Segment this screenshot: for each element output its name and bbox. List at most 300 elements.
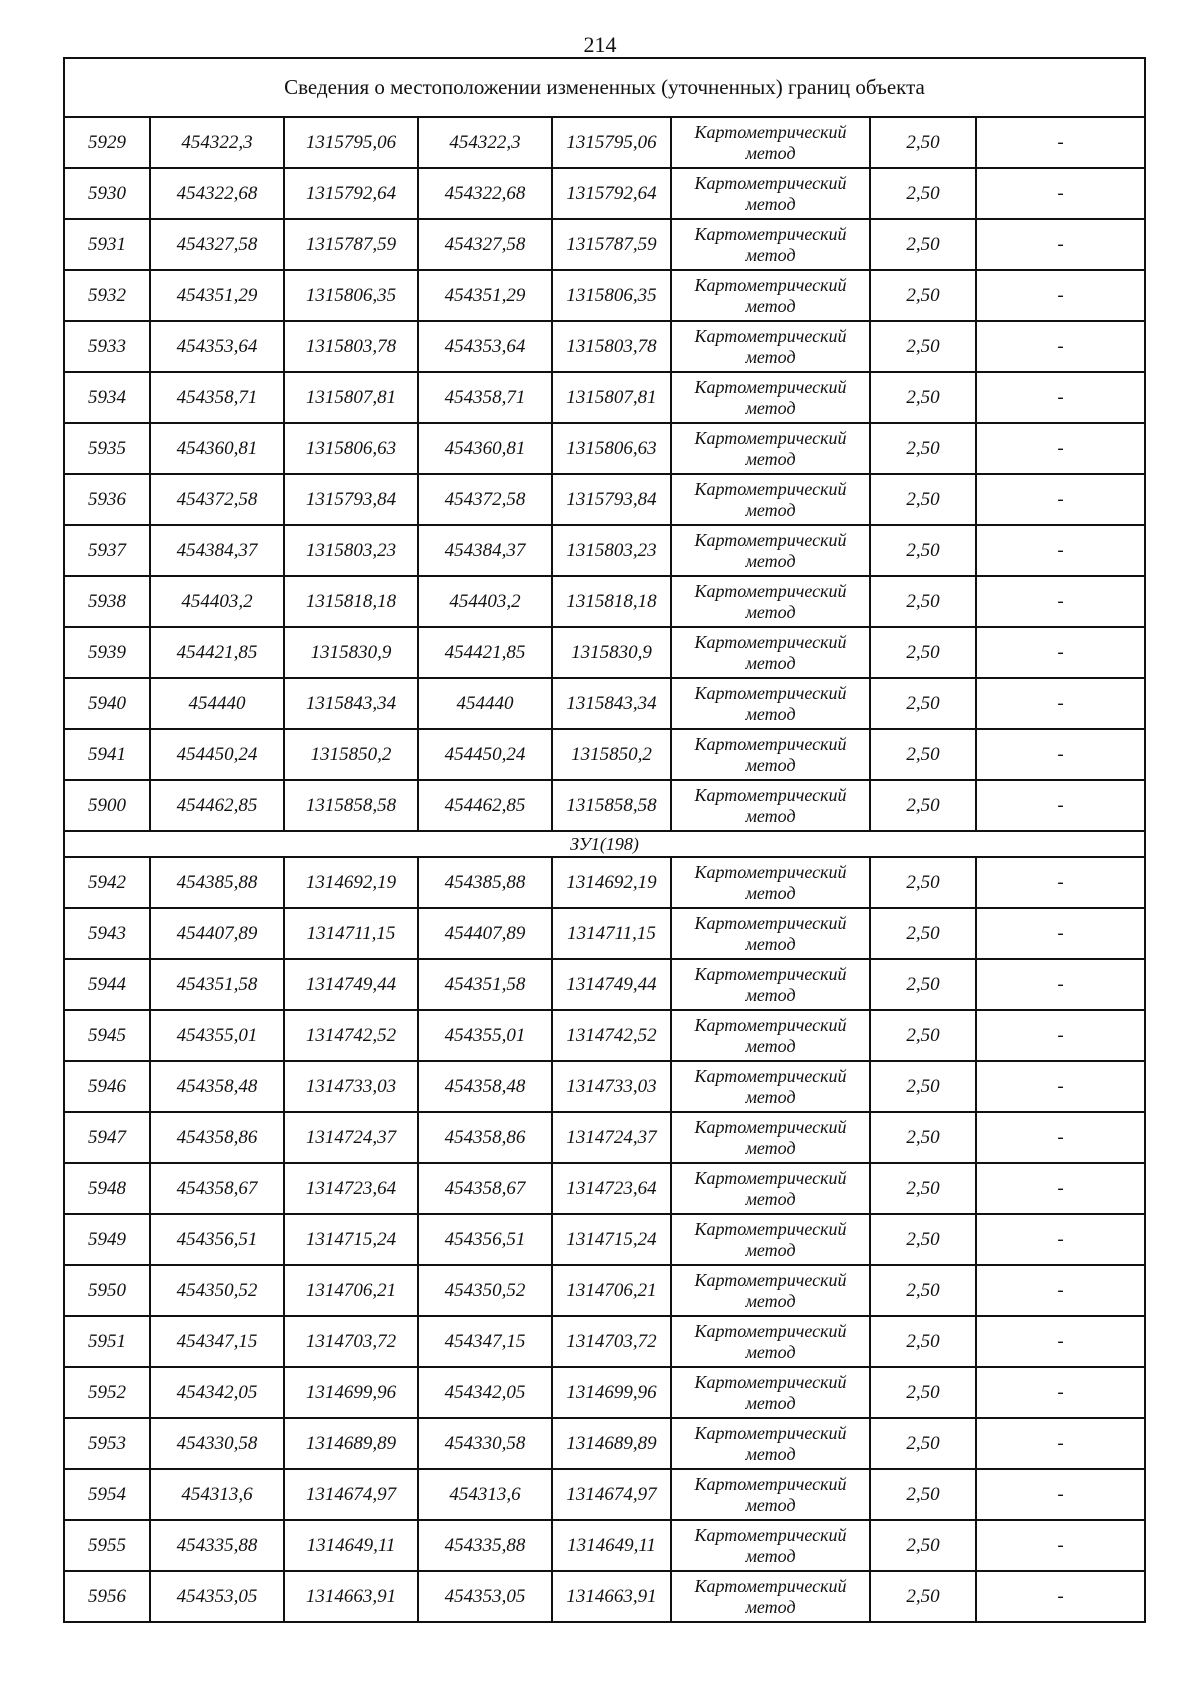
method-line-2: метод xyxy=(745,397,796,418)
method-cell xyxy=(671,1520,870,1571)
method-line-2: метод xyxy=(745,295,796,316)
table-row xyxy=(64,1265,1145,1316)
note-cell: - xyxy=(976,1061,1145,1112)
point-number-cell: 5930 xyxy=(64,168,150,219)
note-cell: - xyxy=(976,270,1145,321)
point-number-cell: 5940 xyxy=(64,678,150,729)
method-cell xyxy=(671,321,870,372)
accuracy-cell: 2,50 xyxy=(870,576,976,627)
y-existing-cell: 1315793,84 xyxy=(284,474,418,525)
note-cell: - xyxy=(976,525,1145,576)
y-refined-cell: 1315795,06 xyxy=(552,117,671,168)
accuracy-cell: 2,50 xyxy=(870,321,976,372)
table-row xyxy=(64,1418,1145,1469)
accuracy-cell: 2,50 xyxy=(870,1469,976,1520)
method-cell xyxy=(671,525,870,576)
y-existing-cell: 1315803,78 xyxy=(284,321,418,372)
method-cell xyxy=(671,117,870,168)
x-existing-cell: 454384,37 xyxy=(150,525,284,576)
table-row xyxy=(64,219,1145,270)
y-refined-cell: 1314706,21 xyxy=(552,1265,671,1316)
method-line-2: метод xyxy=(745,703,796,724)
y-existing-cell: 1315850,2 xyxy=(284,729,418,780)
method-cell xyxy=(671,1061,870,1112)
x-existing-cell: 454322,3 xyxy=(150,117,284,168)
accuracy-cell: 2,50 xyxy=(870,1571,976,1622)
method-cell xyxy=(671,1367,870,1418)
method-cell xyxy=(671,270,870,321)
method-cell xyxy=(671,576,870,627)
note-cell: - xyxy=(976,168,1145,219)
method-cell xyxy=(671,423,870,474)
y-existing-cell: 1315818,18 xyxy=(284,576,418,627)
accuracy-cell: 2,50 xyxy=(870,423,976,474)
note-cell: - xyxy=(976,474,1145,525)
table-row xyxy=(64,1214,1145,1265)
note-cell: - xyxy=(976,576,1145,627)
x-existing-cell: 454313,6 xyxy=(150,1469,284,1520)
y-refined-cell: 1314692,19 xyxy=(552,857,671,908)
point-number-cell: 5947 xyxy=(64,1112,150,1163)
x-refined-cell: 454450,24 xyxy=(418,729,552,780)
table-row xyxy=(64,1112,1145,1163)
method-line-2: метод xyxy=(745,1290,796,1311)
y-existing-cell: 1314706,21 xyxy=(284,1265,418,1316)
note-cell: - xyxy=(976,1469,1145,1520)
y-refined-cell: 1315818,18 xyxy=(552,576,671,627)
method-line-2: метод xyxy=(745,1239,796,1260)
method-cell xyxy=(671,1418,870,1469)
x-refined-cell: 454440 xyxy=(418,678,552,729)
method-line-2: метод xyxy=(745,550,796,571)
table-row xyxy=(64,1571,1145,1622)
note-cell: - xyxy=(976,423,1145,474)
table-row xyxy=(64,959,1145,1010)
x-existing-cell: 454385,88 xyxy=(150,857,284,908)
point-number-cell: 5936 xyxy=(64,474,150,525)
method-cell xyxy=(671,908,870,959)
note-cell: - xyxy=(976,780,1145,831)
method-line-2: метод xyxy=(745,193,796,214)
note-cell: - xyxy=(976,627,1145,678)
y-refined-cell: 1314715,24 xyxy=(552,1214,671,1265)
accuracy-cell: 2,50 xyxy=(870,959,976,1010)
x-existing-cell: 454450,24 xyxy=(150,729,284,780)
table-row xyxy=(64,525,1145,576)
y-refined-cell: 1315807,81 xyxy=(552,372,671,423)
y-existing-cell: 1314724,37 xyxy=(284,1112,418,1163)
method-line-2: метод xyxy=(745,1545,796,1566)
method-line-1: Картометрический xyxy=(694,912,847,933)
note-cell: - xyxy=(976,1316,1145,1367)
method-cell xyxy=(671,1316,870,1367)
method-line-2: метод xyxy=(745,933,796,954)
table-row xyxy=(64,729,1145,780)
note-cell: - xyxy=(976,1571,1145,1622)
y-refined-cell: 1314649,11 xyxy=(552,1520,671,1571)
y-refined-cell: 1314724,37 xyxy=(552,1112,671,1163)
method-line-1: Картометрический xyxy=(694,1575,847,1596)
method-line-1: Картометрический xyxy=(694,682,847,703)
point-number-cell: 5952 xyxy=(64,1367,150,1418)
accuracy-cell: 2,50 xyxy=(870,270,976,321)
x-existing-cell: 454462,85 xyxy=(150,780,284,831)
method-cell xyxy=(671,474,870,525)
accuracy-cell: 2,50 xyxy=(870,474,976,525)
accuracy-cell: 2,50 xyxy=(870,117,976,168)
x-refined-cell: 454327,58 xyxy=(418,219,552,270)
method-line-1: Картометрический xyxy=(694,1524,847,1545)
y-existing-cell: 1314649,11 xyxy=(284,1520,418,1571)
y-existing-cell: 1314663,91 xyxy=(284,1571,418,1622)
point-number-cell: 5955 xyxy=(64,1520,150,1571)
page-number: 214 xyxy=(583,32,617,57)
note-cell: - xyxy=(976,959,1145,1010)
accuracy-cell: 2,50 xyxy=(870,678,976,729)
method-line-1: Картометрический xyxy=(694,223,847,244)
accuracy-cell: 2,50 xyxy=(870,1112,976,1163)
x-existing-cell: 454407,89 xyxy=(150,908,284,959)
y-refined-cell: 1315793,84 xyxy=(552,474,671,525)
method-line-1: Картометрический xyxy=(694,1167,847,1188)
method-line-1: Картометрический xyxy=(694,1116,847,1137)
x-refined-cell: 454358,86 xyxy=(418,1112,552,1163)
point-number-cell: 5946 xyxy=(64,1061,150,1112)
table-row xyxy=(64,321,1145,372)
method-line-1: Картометрический xyxy=(694,733,847,754)
x-existing-cell: 454327,58 xyxy=(150,219,284,270)
x-existing-cell: 454421,85 xyxy=(150,627,284,678)
method-line-2: метод xyxy=(745,448,796,469)
method-cell xyxy=(671,857,870,908)
table-title: Сведения о местоположении измененных (уточненных) границ объекта xyxy=(64,58,1145,117)
table-row xyxy=(64,168,1145,219)
x-refined-cell: 454462,85 xyxy=(418,780,552,831)
y-refined-cell: 1314663,91 xyxy=(552,1571,671,1622)
method-cell xyxy=(671,729,870,780)
table-row xyxy=(64,1316,1145,1367)
method-line-1: Картометрический xyxy=(694,427,847,448)
y-existing-cell: 1314742,52 xyxy=(284,1010,418,1061)
x-refined-cell: 454384,37 xyxy=(418,525,552,576)
method-line-2: метод xyxy=(745,1596,796,1617)
x-existing-cell: 454358,86 xyxy=(150,1112,284,1163)
method-cell xyxy=(671,1571,870,1622)
method-line-1: Картометрический xyxy=(694,580,847,601)
y-refined-cell: 1314674,97 xyxy=(552,1469,671,1520)
y-refined-cell: 1314699,96 xyxy=(552,1367,671,1418)
method-cell xyxy=(671,678,870,729)
note-cell: - xyxy=(976,1214,1145,1265)
method-cell xyxy=(671,168,870,219)
note-cell: - xyxy=(976,729,1145,780)
y-refined-cell: 1315787,59 xyxy=(552,219,671,270)
accuracy-cell: 2,50 xyxy=(870,219,976,270)
method-line-2: метод xyxy=(745,346,796,367)
accuracy-cell: 2,50 xyxy=(870,908,976,959)
x-refined-cell: 454358,71 xyxy=(418,372,552,423)
point-number-cell: 5937 xyxy=(64,525,150,576)
x-existing-cell: 454372,58 xyxy=(150,474,284,525)
x-existing-cell: 454360,81 xyxy=(150,423,284,474)
method-cell xyxy=(671,1214,870,1265)
point-number-cell: 5951 xyxy=(64,1316,150,1367)
x-refined-cell: 454351,29 xyxy=(418,270,552,321)
method-cell xyxy=(671,1469,870,1520)
method-line-1: Картометрический xyxy=(694,1422,847,1443)
method-line-1: Картометрический xyxy=(694,1065,847,1086)
method-line-2: метод xyxy=(745,805,796,826)
point-number-cell: 5938 xyxy=(64,576,150,627)
x-existing-cell: 454330,58 xyxy=(150,1418,284,1469)
method-line-2: метод xyxy=(745,1137,796,1158)
x-existing-cell: 454322,68 xyxy=(150,168,284,219)
accuracy-cell: 2,50 xyxy=(870,525,976,576)
note-cell: - xyxy=(976,219,1145,270)
note-cell: - xyxy=(976,857,1145,908)
x-refined-cell: 454322,68 xyxy=(418,168,552,219)
y-existing-cell: 1315830,9 xyxy=(284,627,418,678)
note-cell: - xyxy=(976,678,1145,729)
note-cell: - xyxy=(976,1520,1145,1571)
y-refined-cell: 1315806,63 xyxy=(552,423,671,474)
y-refined-cell: 1315858,58 xyxy=(552,780,671,831)
method-line-2: метод xyxy=(745,1035,796,1056)
x-refined-cell: 454313,6 xyxy=(418,1469,552,1520)
point-number-cell: 5900 xyxy=(64,780,150,831)
point-number-cell: 5954 xyxy=(64,1469,150,1520)
x-refined-cell: 454330,58 xyxy=(418,1418,552,1469)
method-line-1: Картометрический xyxy=(694,861,847,882)
point-number-cell: 5948 xyxy=(64,1163,150,1214)
y-existing-cell: 1315858,58 xyxy=(284,780,418,831)
method-cell xyxy=(671,780,870,831)
table-row xyxy=(64,576,1145,627)
y-refined-cell: 1315830,9 xyxy=(552,627,671,678)
accuracy-cell: 2,50 xyxy=(870,1367,976,1418)
x-existing-cell: 454335,88 xyxy=(150,1520,284,1571)
method-line-1: Картометрический xyxy=(694,478,847,499)
note-cell: - xyxy=(976,372,1145,423)
method-line-2: метод xyxy=(745,1494,796,1515)
x-existing-cell: 454440 xyxy=(150,678,284,729)
y-existing-cell: 1315806,35 xyxy=(284,270,418,321)
method-line-1: Картометрический xyxy=(694,784,847,805)
x-existing-cell: 454351,58 xyxy=(150,959,284,1010)
method-line-1: Картометрический xyxy=(694,631,847,652)
x-refined-cell: 454403,2 xyxy=(418,576,552,627)
y-refined-cell: 1315850,2 xyxy=(552,729,671,780)
table-row xyxy=(64,627,1145,678)
x-existing-cell: 454350,52 xyxy=(150,1265,284,1316)
method-line-1: Картометрический xyxy=(694,376,847,397)
y-existing-cell: 1314699,96 xyxy=(284,1367,418,1418)
y-existing-cell: 1315807,81 xyxy=(284,372,418,423)
method-line-1: Картометрический xyxy=(694,172,847,193)
point-number-cell: 5939 xyxy=(64,627,150,678)
table-row xyxy=(64,1061,1145,1112)
y-refined-cell: 1314711,15 xyxy=(552,908,671,959)
note-cell: - xyxy=(976,1265,1145,1316)
point-number-cell: 5949 xyxy=(64,1214,150,1265)
accuracy-cell: 2,50 xyxy=(870,1010,976,1061)
method-line-2: метод xyxy=(745,1392,796,1413)
section-label: ЗУ1(198) xyxy=(64,831,1145,857)
method-line-1: Картометрический xyxy=(694,1269,847,1290)
method-cell xyxy=(671,1112,870,1163)
x-refined-cell: 454322,3 xyxy=(418,117,552,168)
y-refined-cell: 1315803,23 xyxy=(552,525,671,576)
point-number-cell: 5941 xyxy=(64,729,150,780)
method-line-2: метод xyxy=(745,244,796,265)
coordinates-table xyxy=(63,57,1146,1623)
note-cell: - xyxy=(976,1112,1145,1163)
accuracy-cell: 2,50 xyxy=(870,372,976,423)
note-cell: - xyxy=(976,321,1145,372)
method-line-2: метод xyxy=(745,882,796,903)
table-row xyxy=(64,117,1145,168)
y-existing-cell: 1314733,03 xyxy=(284,1061,418,1112)
method-line-1: Картометрический xyxy=(694,325,847,346)
x-refined-cell: 454372,58 xyxy=(418,474,552,525)
y-existing-cell: 1314689,89 xyxy=(284,1418,418,1469)
method-line-2: метод xyxy=(745,142,796,163)
y-refined-cell: 1314742,52 xyxy=(552,1010,671,1061)
table-row xyxy=(64,1469,1145,1520)
x-refined-cell: 454350,52 xyxy=(418,1265,552,1316)
method-line-1: Картометрический xyxy=(694,1014,847,1035)
point-number-cell: 5953 xyxy=(64,1418,150,1469)
accuracy-cell: 2,50 xyxy=(870,1163,976,1214)
point-number-cell: 5956 xyxy=(64,1571,150,1622)
y-refined-cell: 1315806,35 xyxy=(552,270,671,321)
table-row xyxy=(64,423,1145,474)
x-existing-cell: 454353,05 xyxy=(150,1571,284,1622)
accuracy-cell: 2,50 xyxy=(870,1520,976,1571)
point-number-cell: 5942 xyxy=(64,857,150,908)
method-line-2: метод xyxy=(745,499,796,520)
accuracy-cell: 2,50 xyxy=(870,627,976,678)
x-existing-cell: 454351,29 xyxy=(150,270,284,321)
method-line-1: Картометрический xyxy=(694,529,847,550)
y-refined-cell: 1314723,64 xyxy=(552,1163,671,1214)
x-existing-cell: 454358,48 xyxy=(150,1061,284,1112)
table-row xyxy=(64,372,1145,423)
table-row xyxy=(64,780,1145,831)
table-row xyxy=(64,678,1145,729)
x-refined-cell: 454360,81 xyxy=(418,423,552,474)
method-cell xyxy=(671,959,870,1010)
table-row xyxy=(64,1520,1145,1571)
x-existing-cell: 454353,64 xyxy=(150,321,284,372)
y-existing-cell: 1314715,24 xyxy=(284,1214,418,1265)
x-existing-cell: 454342,05 xyxy=(150,1367,284,1418)
method-line-1: Картометрический xyxy=(694,963,847,984)
accuracy-cell: 2,50 xyxy=(870,729,976,780)
x-refined-cell: 454358,48 xyxy=(418,1061,552,1112)
section-header-row xyxy=(64,831,1145,857)
method-cell xyxy=(671,372,870,423)
method-line-1: Картометрический xyxy=(694,121,847,142)
x-refined-cell: 454335,88 xyxy=(418,1520,552,1571)
note-cell: - xyxy=(976,1367,1145,1418)
y-existing-cell: 1314703,72 xyxy=(284,1316,418,1367)
method-line-1: Картометрический xyxy=(694,1473,847,1494)
y-existing-cell: 1314692,19 xyxy=(284,857,418,908)
x-refined-cell: 454347,15 xyxy=(418,1316,552,1367)
y-refined-cell: 1314749,44 xyxy=(552,959,671,1010)
table-row xyxy=(64,270,1145,321)
y-existing-cell: 1315843,34 xyxy=(284,678,418,729)
method-line-2: метод xyxy=(745,754,796,775)
method-cell xyxy=(671,1265,870,1316)
x-refined-cell: 454421,85 xyxy=(418,627,552,678)
method-cell xyxy=(671,627,870,678)
x-existing-cell: 454358,71 xyxy=(150,372,284,423)
accuracy-cell: 2,50 xyxy=(870,1265,976,1316)
method-line-2: метод xyxy=(745,601,796,622)
note-cell: - xyxy=(976,1418,1145,1469)
accuracy-cell: 2,50 xyxy=(870,168,976,219)
table-row xyxy=(64,1010,1145,1061)
point-number-cell: 5935 xyxy=(64,423,150,474)
x-refined-cell: 454342,05 xyxy=(418,1367,552,1418)
x-refined-cell: 454353,05 xyxy=(418,1571,552,1622)
x-existing-cell: 454347,15 xyxy=(150,1316,284,1367)
table-row xyxy=(64,908,1145,959)
y-existing-cell: 1315792,64 xyxy=(284,168,418,219)
method-line-2: метод xyxy=(745,652,796,673)
y-refined-cell: 1315803,78 xyxy=(552,321,671,372)
method-line-2: метод xyxy=(745,1086,796,1107)
point-number-cell: 5943 xyxy=(64,908,150,959)
method-cell xyxy=(671,1010,870,1061)
y-existing-cell: 1314711,15 xyxy=(284,908,418,959)
method-cell xyxy=(671,219,870,270)
point-number-cell: 5944 xyxy=(64,959,150,1010)
x-refined-cell: 454385,88 xyxy=(418,857,552,908)
y-refined-cell: 1315792,64 xyxy=(552,168,671,219)
accuracy-cell: 2,50 xyxy=(870,1316,976,1367)
x-refined-cell: 454355,01 xyxy=(418,1010,552,1061)
method-line-2: метод xyxy=(745,1341,796,1362)
note-cell: - xyxy=(976,1163,1145,1214)
y-refined-cell: 1314689,89 xyxy=(552,1418,671,1469)
y-existing-cell: 1314723,64 xyxy=(284,1163,418,1214)
y-existing-cell: 1314674,97 xyxy=(284,1469,418,1520)
accuracy-cell: 2,50 xyxy=(870,780,976,831)
x-refined-cell: 454356,51 xyxy=(418,1214,552,1265)
point-number-cell: 5945 xyxy=(64,1010,150,1061)
x-existing-cell: 454355,01 xyxy=(150,1010,284,1061)
y-existing-cell: 1315795,06 xyxy=(284,117,418,168)
note-cell: - xyxy=(976,1010,1145,1061)
point-number-cell: 5929 xyxy=(64,117,150,168)
method-cell xyxy=(671,1163,870,1214)
y-existing-cell: 1315787,59 xyxy=(284,219,418,270)
note-cell: - xyxy=(976,908,1145,959)
accuracy-cell: 2,50 xyxy=(870,857,976,908)
point-number-cell: 5950 xyxy=(64,1265,150,1316)
accuracy-cell: 2,50 xyxy=(870,1061,976,1112)
method-line-2: метод xyxy=(745,984,796,1005)
method-line-1: Картометрический xyxy=(694,1320,847,1341)
x-refined-cell: 454358,67 xyxy=(418,1163,552,1214)
accuracy-cell: 2,50 xyxy=(870,1214,976,1265)
table-body xyxy=(64,58,1145,1622)
x-refined-cell: 454351,58 xyxy=(418,959,552,1010)
method-line-1: Картометрический xyxy=(694,1218,847,1239)
